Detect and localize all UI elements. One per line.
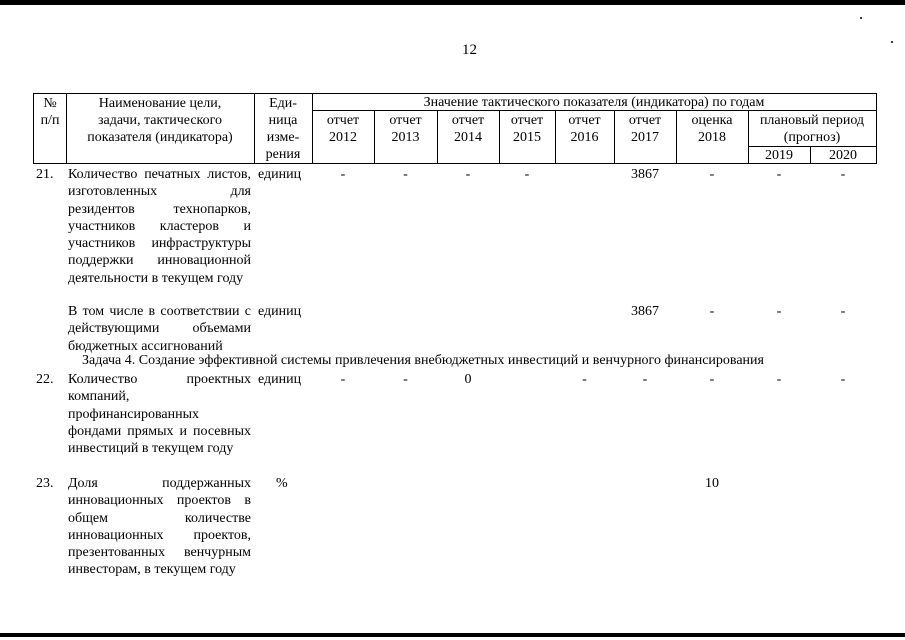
row-value: - [840, 304, 846, 319]
row-value: - [776, 304, 782, 319]
header-year: 2017 [631, 130, 659, 145]
row-unit: единиц [258, 372, 302, 387]
row-value: - [776, 167, 782, 182]
header-values-group: Значение тактического показателя (индикатора) по годам [423, 95, 765, 110]
row-name: Доля поддержанных инновационных проектов в общем количестве инновационных проектов, презентованных венчурным инвесторам, в текущем году [68, 476, 251, 578]
row-value: - [524, 167, 530, 182]
row-value: - [709, 304, 715, 319]
header-year: 2018 [698, 130, 726, 145]
header-name: Наименование цели, [98, 96, 222, 111]
header-year: 2014 [454, 130, 482, 145]
header-plan-year: 2020 [829, 148, 857, 163]
scan-speck [891, 41, 893, 43]
header-num: п/п [40, 113, 60, 128]
row-name: В том числе в соответствии с действующими объемами бюджетных ассигнований [68, 304, 251, 354]
header-year-kind: отчет [326, 113, 360, 128]
header-year: 2013 [391, 130, 420, 145]
header-num: № [43, 96, 57, 111]
header-year: 2012 [329, 130, 357, 145]
row-value: - [465, 167, 471, 182]
row-name: Количество проектных компаний, профинансированных фондами прямых и посевных инвестиций в текущем году [68, 372, 251, 457]
row-value: - [340, 372, 346, 387]
page-number: 12 [462, 42, 477, 58]
header-year-kind: отчет [510, 113, 544, 128]
header-plan-year: 2019 [765, 148, 793, 163]
header-year-kind: отчет [389, 113, 422, 128]
header-name: показателя (индикатора) [87, 130, 233, 145]
row-name: Количество печатных листов, изготовленных для резидентов технопарков, участников кластеров и участников инфраструктуры поддержки инновационной деятельности в текущем году [68, 167, 251, 286]
row-value: - [582, 372, 587, 387]
row-value: - [776, 372, 782, 387]
row-unit: единиц [258, 167, 302, 182]
header-unit: изме- [266, 130, 300, 145]
row-number: 23. [36, 476, 54, 491]
row-value: - [709, 372, 715, 387]
row-value: - [709, 167, 715, 182]
row-unit: % [276, 476, 288, 491]
header-unit: рения [265, 147, 301, 162]
header-name: задачи, тактического [97, 113, 223, 128]
row-value: 3867 [631, 167, 659, 182]
header-year-kind: отчет [628, 113, 662, 128]
row-value: - [840, 167, 846, 182]
row-value: 3867 [631, 304, 659, 319]
header-unit: ница [268, 113, 298, 128]
header-plan: плановый период [759, 113, 865, 128]
header-year-kind: отчет [451, 113, 485, 128]
header-year: 2015 [513, 130, 541, 145]
row-number: 22. [36, 372, 54, 387]
header-unit: Еди- [269, 96, 297, 111]
task-heading: Задача 4. Создание эффективной системы привлечения внебюджетных инвестиций и венчурного финансирования [82, 353, 764, 368]
row-value: - [403, 167, 408, 182]
header-year: 2016 [570, 130, 599, 145]
row-number: 21. [36, 167, 54, 182]
row-value: - [642, 372, 648, 387]
header-year-kind: оценка [691, 113, 733, 128]
row-value: 0 [464, 372, 472, 387]
row-value: - [403, 372, 408, 387]
row-value: - [340, 167, 346, 182]
header-plan: (прогноз) [783, 130, 841, 145]
top-scan-border [0, 0, 905, 5]
bottom-scan-border [0, 633, 905, 637]
scan-speck [860, 17, 862, 19]
col-line [876, 93, 877, 164]
row-value: 10 [705, 476, 719, 491]
row-value: - [840, 372, 846, 387]
header-year-kind: отчет [568, 113, 601, 128]
row-unit: единиц [258, 304, 302, 319]
